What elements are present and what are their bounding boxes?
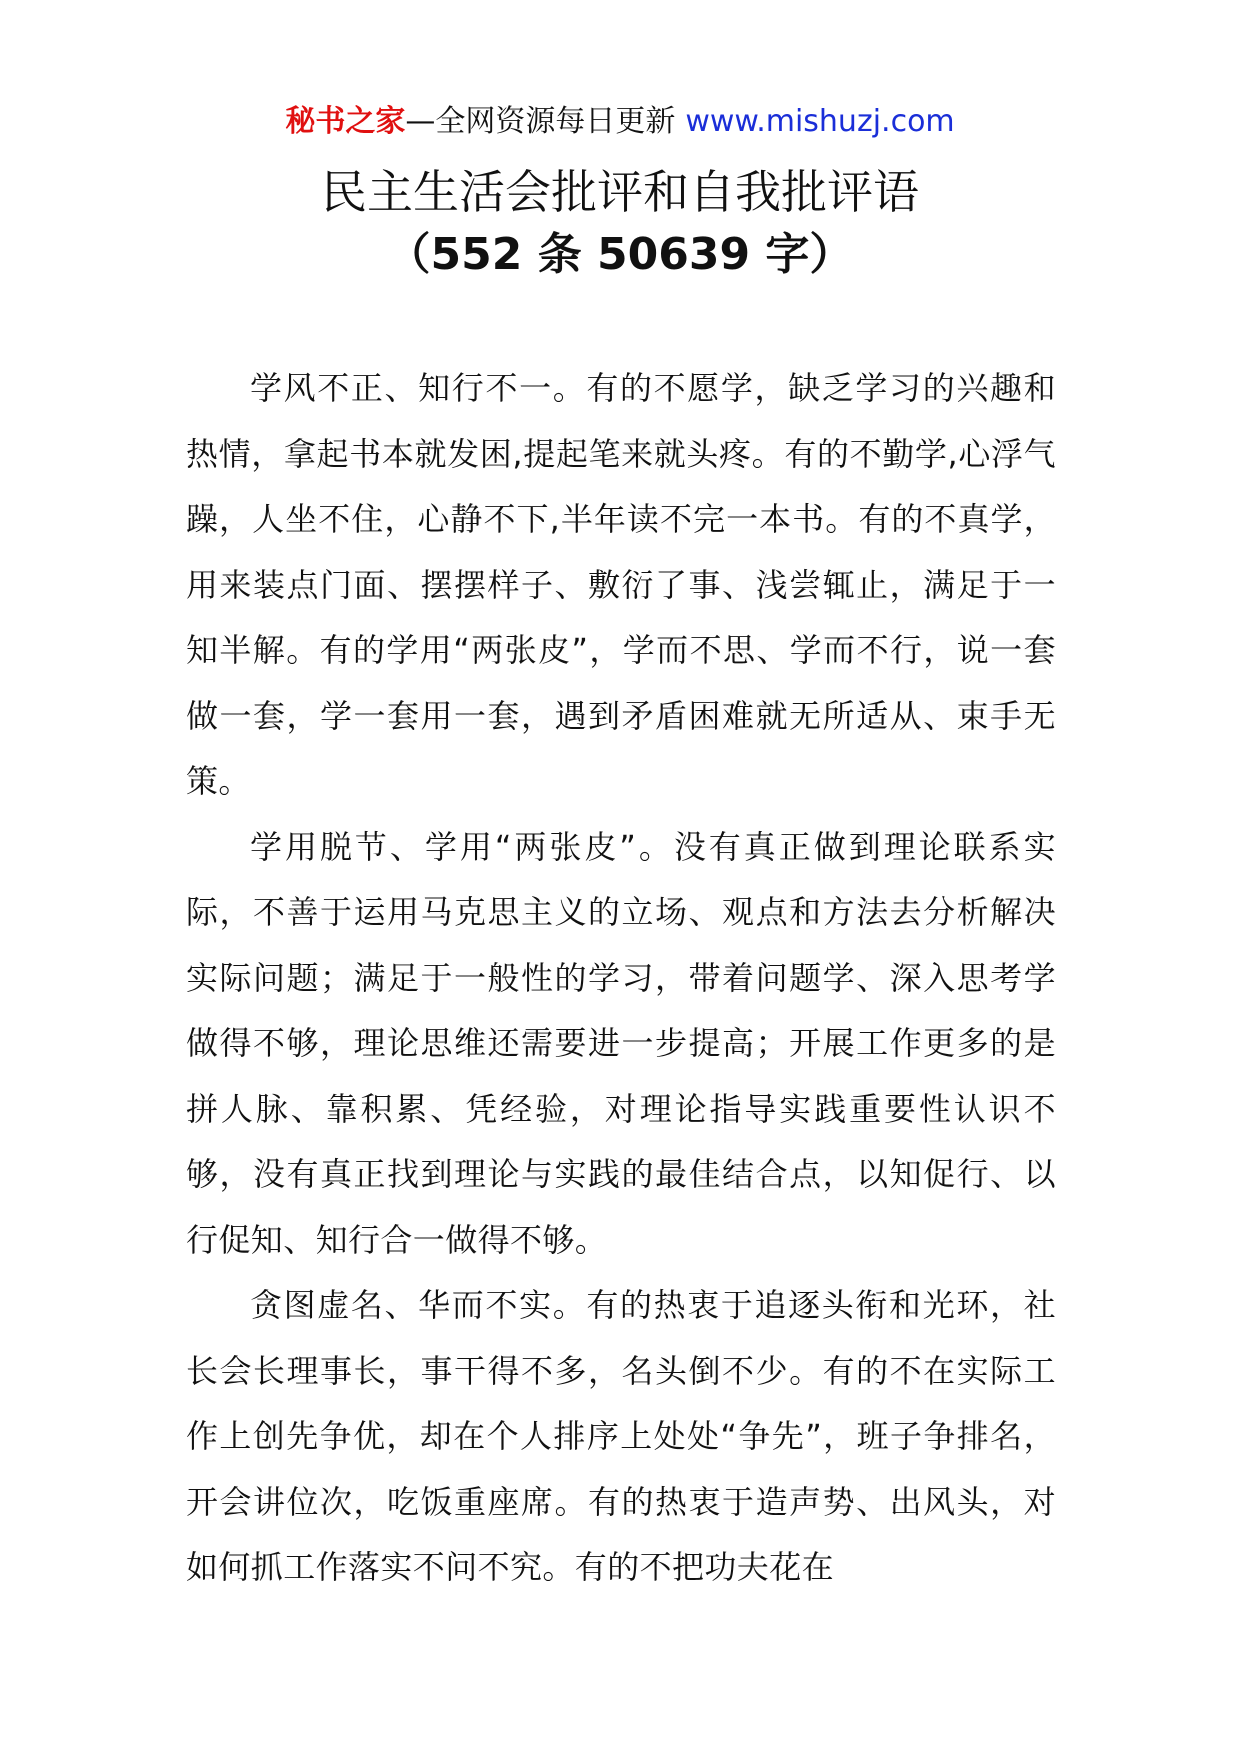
paragraph-2: 学用脱节、学用“两张皮”。没有真正做到理论联系实际，不善于运用马克思主义的立场、观点和方法去分析解决实际问题；满足于一般性的学习，带着问题学、深入思考学做得不够，理论思维还需要进一步提高；开展工作更多的是拼人脉、靠积累、凭经验，对理论指导实践重要性认识不够，没有真正找到理论与实践的最佳结合点，以知促行、以行促知、知行合一做得不够。: [186, 827, 1056, 1259]
site-header: [0, 100, 1240, 144]
document-subtitle: （552 条 50639 字）: [386, 229, 854, 280]
paragraph-3: 贪图虚名、华而不实。有的热衷于追逐头衔和光环，社长会长理事长，事干得不多，名头倒不少。有的不在实际工作上创先争优，却在个人排序上处处“争先”，班子争排名，开会讲位次，吃饭重座席。有的热衷于造声势、出风头，对如何抓工作落实不问不究。有的不把功夫花在: [186, 1286, 1056, 1586]
document-body: [186, 356, 1056, 1601]
header-slogan: —全网资源每日更新: [405, 104, 676, 139]
paragraph-1: 学风不正、知行不一。有的不愿学，缺乏学习的兴趣和热情，拿起书本就发困,提起笔来就头疼。有的不勤学,心浮气躁，人坐不住，心静不下,半年读不完一本书。有的不真学，用来装点门面、摆摆样子、敷衍了事、浅尝辄止，满足于一知半解。有的学用“两张皮”，学而不思、学而不行，说一套做一套，学一套用一套，遇到矛盾困难就无所适从、束手无策。: [186, 369, 1056, 800]
brand-name: 秘书之家: [285, 104, 406, 139]
site-url-link[interactable]: www.mishuzj.com: [685, 104, 955, 139]
document-title: 民主生活会批评和自我批评语: [321, 165, 919, 219]
